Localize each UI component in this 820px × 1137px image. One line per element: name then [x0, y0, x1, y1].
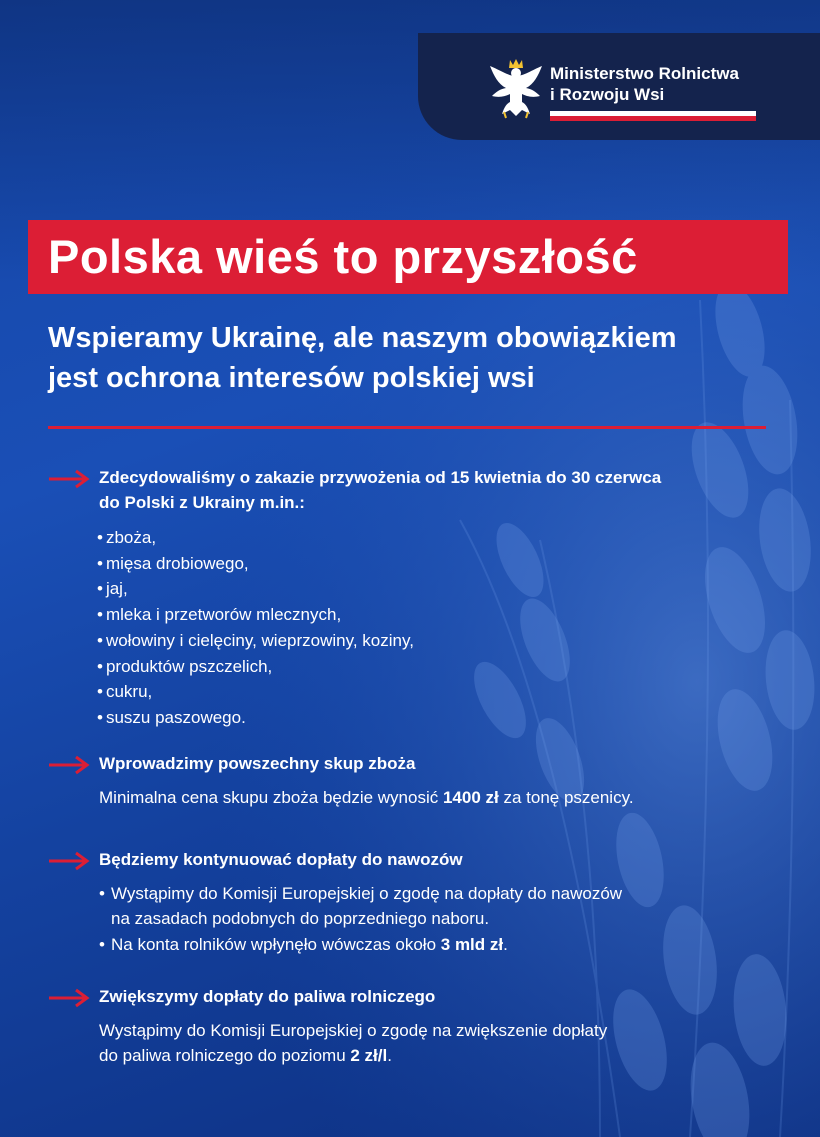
section3-bullet1-text: na zasadach podobnych do poprzedniego naboru.	[111, 909, 490, 928]
list-item: • mięsa drobiowego,	[97, 551, 414, 577]
list-item: • cukru,	[97, 679, 414, 705]
red-arrow-icon	[48, 851, 90, 871]
ministry-logo	[418, 33, 820, 140]
divider-line	[48, 426, 766, 429]
section2-text-part: Minimalna cena skupu zboża będzie wynosić	[99, 788, 443, 807]
section4-heading: Zwiększymy dopłaty do paliwa rolniczego	[99, 987, 436, 1006]
section2-heading: Wprowadzimy powszechny skup zboża	[99, 754, 416, 773]
section4-line2	[99, 1043, 392, 1068]
section4-line1: Wystąpimy do Komisji Europejskiej o zgodę na zwiększenie dopłaty	[99, 1021, 608, 1040]
subtitle-line1: Wspieramy Ukrainę, ale naszym obowiązkiem	[48, 322, 677, 354]
section3-bullet2: • Na konta rolników wpłynęło wówczas około 3 mld zł.	[99, 935, 508, 954]
ministry-name-line2: i Rozwoju Wsi	[550, 85, 665, 104]
list-item: • jaj,	[97, 576, 414, 602]
section3-bullet1-line2	[99, 906, 489, 931]
ministry-name-line1: Ministerstwo Rolnictwa	[550, 64, 739, 83]
white-eagle-emblem-icon	[488, 56, 544, 120]
section3-bullet2-text: .	[503, 935, 508, 954]
section4-line2-part: .	[387, 1046, 392, 1065]
subtitle	[48, 318, 788, 398]
section4-line2-part: do paliwa rolniczego do poziomu	[99, 1046, 351, 1065]
section3-bullet1-line1: • Wystąpimy do Komisji Europejskiej o zgodę na dopłaty do nawozów	[99, 884, 623, 903]
section2-text	[99, 785, 634, 810]
section1-heading-line2: do Polski z Ukrainy m.in.:	[99, 493, 305, 512]
subtitle-line2: jest ochrona interesów polskiej wsi	[48, 362, 535, 394]
section3-bullet2-bold: 3 mld zł	[440, 935, 504, 954]
list-item: • mleka i przetworów mlecznych,	[97, 602, 414, 628]
section4-line2-bold: 2 zł/l	[350, 1046, 388, 1065]
list-item: • produktów pszczelich,	[97, 654, 414, 680]
section1-heading-line1: Zdecydowaliśmy o zakazie przywożenia od 15 kwietnia do 30 czerwca	[99, 468, 662, 487]
ministry-name	[550, 63, 739, 105]
section3-bullet2-text: Na konta rolników wpłynęło wówczas około	[111, 935, 441, 954]
page-title: Polska wieś to przyszłość	[28, 220, 788, 294]
list-item: • zboża,	[97, 525, 414, 551]
banned-products-list	[97, 525, 414, 731]
section2-text-bold: 1400 zł	[442, 788, 499, 807]
red-arrow-icon	[48, 469, 90, 489]
red-arrow-icon	[48, 755, 90, 775]
flag-stripe-red	[550, 116, 756, 121]
section3-bullet1-text: Wystąpimy do Komisji Europejskiej o zgodę na dopłaty do nawozów	[111, 884, 623, 903]
list-item: • suszu paszowego.	[97, 705, 414, 731]
section3-heading: Będziemy kontynuować dopłaty do nawozów	[99, 850, 463, 869]
list-item: • wołowiny i cielęciny, wieprzowiny, koziny,	[97, 628, 414, 654]
section2-text-part: za tonę pszenicy.	[498, 788, 634, 807]
red-arrow-icon	[48, 988, 90, 1008]
